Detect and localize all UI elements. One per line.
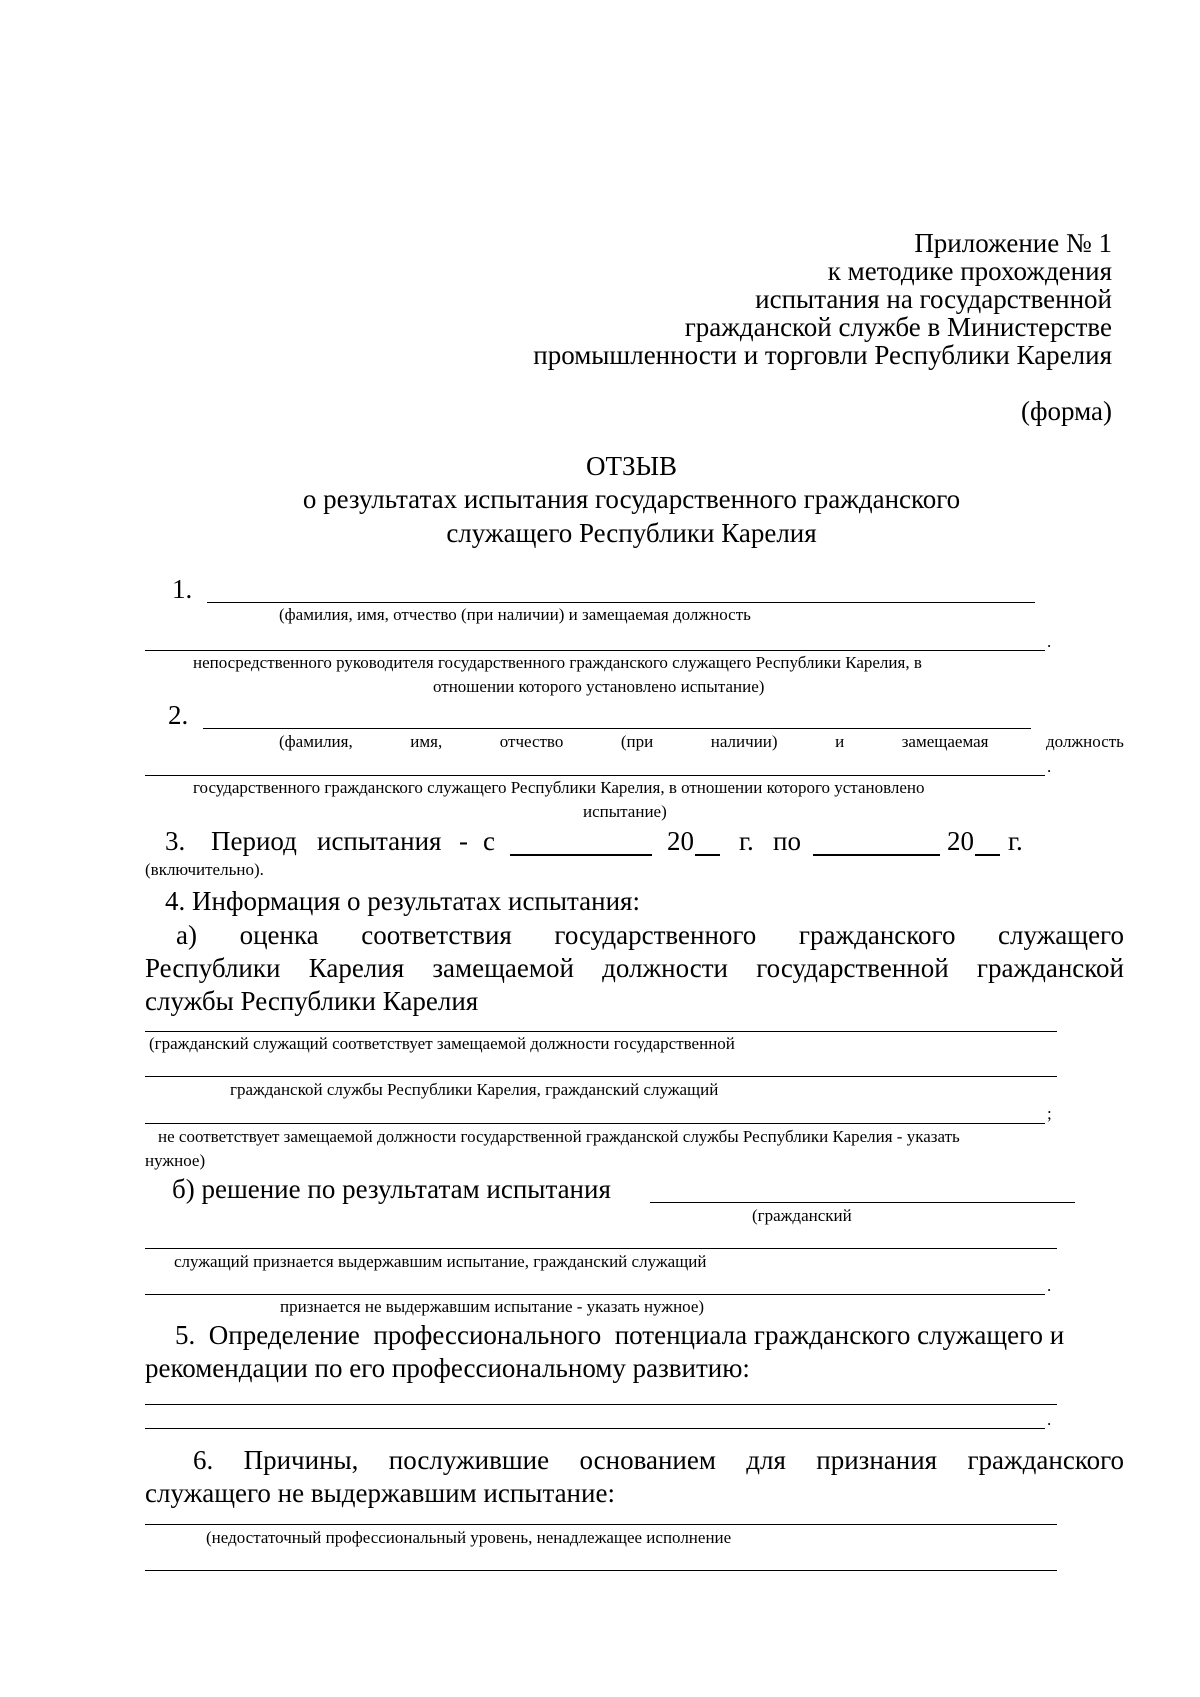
- item6-fill-line-2[interactable]: [145, 1570, 1057, 1571]
- item6-word: признания: [816, 1445, 938, 1475]
- item2-hint-word: имя,: [410, 732, 443, 751]
- item3-period-row: [165, 826, 1125, 860]
- item3-number: 3.: [165, 826, 186, 856]
- appendix-line-2: к методике прохождения: [827, 256, 1112, 286]
- item2-hint-word: (фамилия,: [279, 732, 353, 751]
- item2-dot: .: [1047, 757, 1052, 776]
- item5-dot: .: [1047, 1410, 1052, 1429]
- item3-year-2: 20: [947, 826, 974, 856]
- item1-fill-line-1[interactable]: [207, 602, 1035, 603]
- item6-line-1: [193, 1445, 1124, 1476]
- item6-word: основанием: [579, 1445, 716, 1475]
- item4a-word: Республики: [145, 953, 281, 983]
- item5-line-1: 5. Определение профессионального потенциала гражданского служащего и: [175, 1320, 1065, 1350]
- item2-hint-2: государственного гражданского служащего Республики Карелия, в отношении которого установлено: [193, 778, 925, 797]
- item2-hint-word: (при: [620, 732, 654, 751]
- item4a-word: гражданской: [976, 953, 1124, 983]
- item4a-word: соответствия: [361, 920, 512, 950]
- item6-word: гражданского: [967, 1445, 1124, 1475]
- item3-year-2-field[interactable]: [975, 854, 1000, 856]
- item3-note: (включительно).: [145, 860, 264, 879]
- item2-number: 2.: [168, 700, 189, 730]
- item6-fill-line-1[interactable]: [145, 1524, 1057, 1525]
- item4a-hint-3: не соответствует замещаемой должности государственной гражданской службы Республики Карелия - указать: [158, 1127, 960, 1146]
- item2-hint-1: [279, 732, 1124, 752]
- item3-g-1: г.: [739, 826, 754, 856]
- item3-label-period: Период: [211, 826, 297, 856]
- item2-fill-line-1[interactable]: [203, 728, 1031, 729]
- item4a-word: оценка: [239, 920, 319, 950]
- item4b-fill-line-2[interactable]: [145, 1248, 1057, 1249]
- item4a-hint-4: нужное): [145, 1151, 206, 1170]
- appendix-line-4: гражданской службе в Министерстве: [684, 312, 1112, 342]
- item6-word: для: [746, 1445, 786, 1475]
- item1-hint-3: отношении которого установлено испытание): [433, 677, 765, 696]
- item1-fill-line-2[interactable]: [145, 650, 1045, 651]
- item2-hint-3: испытание): [583, 802, 667, 821]
- form-label: (форма): [1021, 396, 1112, 426]
- item2-hint-word: должность: [1046, 732, 1124, 751]
- item4a-hint-2: гражданской службы Республики Карелия, гражданский служащий: [230, 1080, 719, 1099]
- item1-number: 1.: [172, 574, 193, 604]
- item4a-word: а): [176, 920, 197, 950]
- item3-to: по: [773, 826, 801, 856]
- item4b-fill-line-3[interactable]: [145, 1294, 1045, 1295]
- item4a-fill-line-3[interactable]: [145, 1123, 1045, 1124]
- item3-end-date-field[interactable]: [813, 854, 940, 856]
- item4b-dot: .: [1047, 1276, 1052, 1295]
- item4b-fill-line-1[interactable]: [650, 1202, 1075, 1203]
- item4a-word: должности: [602, 953, 729, 983]
- item5-fill-line-1[interactable]: [145, 1404, 1057, 1405]
- item6-line-2: служащего не выдержавшим испытание:: [145, 1478, 615, 1508]
- item4a-fill-line-1[interactable]: [145, 1031, 1057, 1032]
- item4a-hint-1: (гражданский служащий соответствует замещаемой должности государственной: [149, 1034, 735, 1053]
- item2-hint-word: замещаемая: [901, 732, 989, 751]
- item4a-line-3: службы Республики Карелия: [145, 986, 479, 1016]
- item6-word: 6.: [193, 1445, 214, 1475]
- item4a-word: государственной: [756, 953, 949, 983]
- item4a-word: государственного: [554, 920, 757, 950]
- item4a-semicolon: ;: [1047, 1104, 1052, 1123]
- item1-hint-1: (фамилия, имя, отчество (при наличии) и замещаемая должность: [279, 605, 751, 624]
- item6-word: Причины,: [243, 1445, 359, 1475]
- item2-hint-word: и: [835, 732, 845, 751]
- item6-hint-1: (недостаточный профессиональный уровень, ненадлежащее исполнение: [206, 1528, 732, 1547]
- item3-start-date-field[interactable]: [510, 854, 652, 856]
- item4b-hint-2: служащий признается выдержавшим испытание, гражданский служащий: [174, 1252, 707, 1271]
- item3-dash: -: [459, 826, 468, 856]
- item4a-word: Карелия: [308, 953, 405, 983]
- item4b-label: б) решение по результатам испытания: [172, 1174, 611, 1204]
- document-subtitle-1: о результатах испытания государственного гражданского: [302, 484, 961, 514]
- document-title: ОТЗЫВ: [585, 451, 678, 481]
- item1-dot: .: [1047, 632, 1052, 651]
- item2-hint-word: наличии): [710, 732, 778, 751]
- appendix-number: Приложение № 1: [914, 228, 1112, 258]
- item5-fill-line-2[interactable]: [145, 1428, 1045, 1429]
- item3-g-2: г.: [1008, 826, 1023, 856]
- item3-year-1: 20: [667, 826, 694, 856]
- item4a-line-1: [176, 920, 1124, 951]
- item6-word: послужившие: [388, 1445, 550, 1475]
- item3-label-trial: испытания: [317, 826, 442, 856]
- appendix-line-5: промышленности и торговли Республики Карелия: [533, 340, 1112, 370]
- item4a-word: гражданского: [798, 920, 956, 950]
- item4a-word: замещаемой: [432, 953, 574, 983]
- item4-heading: 4. Информация о результатах испытания:: [165, 886, 640, 916]
- item2-fill-line-2[interactable]: [145, 775, 1045, 776]
- item4a-word: служащего: [998, 920, 1124, 950]
- item4a-line-2: [145, 953, 1124, 984]
- document-subtitle-2: служащего Республики Карелия: [446, 518, 817, 548]
- item4a-fill-line-2[interactable]: [145, 1076, 1057, 1077]
- item1-hint-2: непосредственного руководителя государственного гражданского служащего Республики Карелия, в: [193, 653, 922, 672]
- item3-from: с: [483, 826, 495, 856]
- item4b-hint-1: (гражданский: [752, 1206, 852, 1225]
- item3-year-1-field[interactable]: [695, 854, 720, 856]
- item5-line-2: рекомендации по его профессиональному развитию:: [145, 1353, 750, 1383]
- item4b-hint-3: признается не выдержавшим испытание - указать нужное): [280, 1297, 705, 1316]
- appendix-line-3: испытания на государственной: [755, 284, 1112, 314]
- item2-hint-word: отчество: [499, 732, 564, 751]
